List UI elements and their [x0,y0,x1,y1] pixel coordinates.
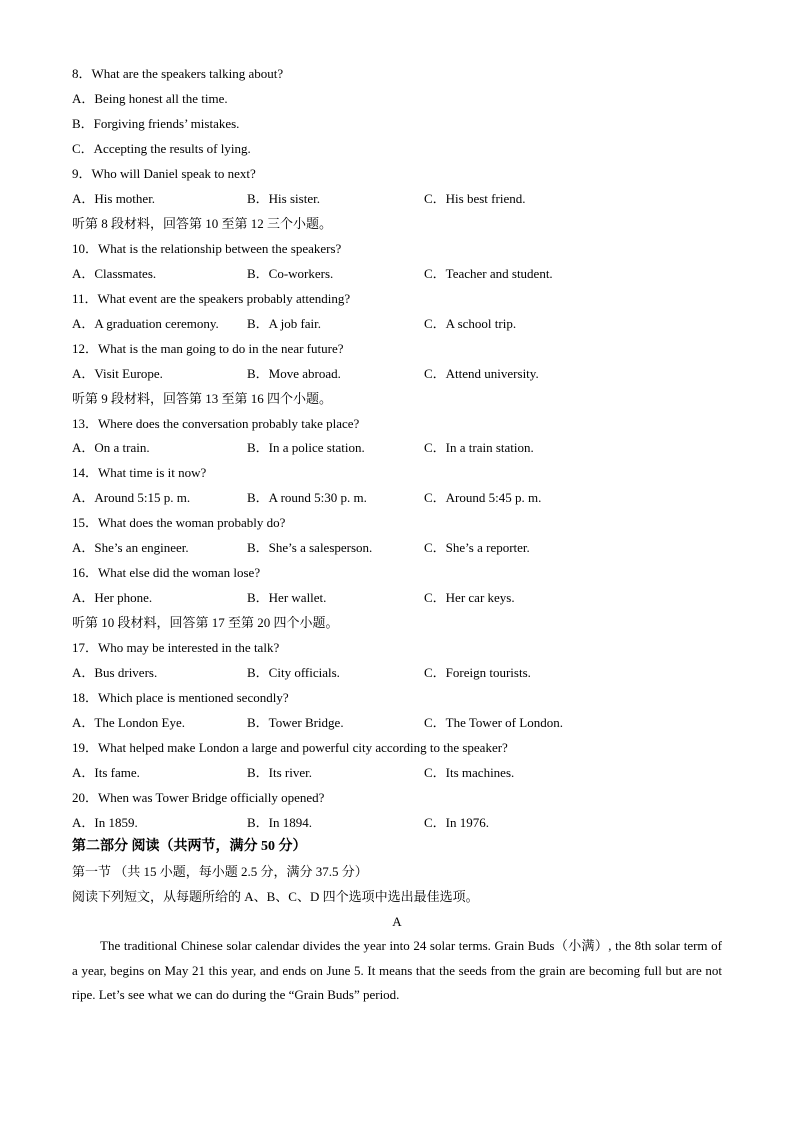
question-20-option-c: C．In 1976. [424,815,490,830]
question-15-option-c: C．She’s a reporter. [424,540,530,555]
question-16-option-b: B．Her wallet. [247,590,327,605]
section-instruction-10: 听第 10 段材料，回答第 17 至第 20 四个小题。 [72,615,339,630]
question-13-option-b: B．In a police station. [247,440,365,455]
question-8-option-c: C．Accepting the results of lying. [72,141,251,156]
question-20-option-b: B．In 1894. [247,815,313,830]
question-9-stem: 9．Who will Daniel speak to next? [72,166,256,181]
question-16-stem: 16．What else did the woman lose? [72,565,261,580]
question-17-option-c: C．Foreign tourists. [424,665,531,680]
section-instruction-8: 听第 8 段材料，回答第 10 至第 12 三个小题。 [72,216,333,231]
question-14-option-c: C．Around 5:45 p. m. [424,490,542,505]
question-20-stem: 20．When was Tower Bridge officially opened? [72,790,325,805]
reading-instruction: 阅读下列短文，从每题所给的 A、B、C、D 四个选项中选出最佳选项。 [72,889,479,904]
question-8-option-b: B．Forgiving friends’ mistakes. [72,116,240,131]
question-13-stem: 13．Where does the conversation probably take place? [72,416,360,431]
question-11-option-a: A．A graduation ceremony. [72,316,219,331]
question-15-stem: 15．What does the woman probably do? [72,515,286,530]
question-15-option-b: B．She’s a salesperson. [247,540,373,555]
question-18-option-a: A．The London Eye. [72,715,186,730]
question-17-stem: 17．Who may be interested in the talk? [72,640,280,655]
question-9-option-c: C．His best friend. [424,191,526,206]
question-18-option-b: B．Tower Bridge. [247,715,344,730]
question-19-stem: 19．What helped make London a large and powerful city according to the speaker? [72,740,508,755]
question-9-option-b: B．His sister. [247,191,320,206]
question-19-option-a: A．Its fame. [72,765,140,780]
question-10-option-a: A．Classmates. [72,266,157,281]
question-8-option-a: A．Being honest all the time. [72,91,228,106]
question-13-option-a: A．On a train. [72,440,150,455]
question-20-option-a: A．In 1859. [72,815,138,830]
section-1-title: 第一节 （共 15 小题，每小题 2.5 分，满分 37.5 分） [72,864,368,879]
question-17-option-a: A．Bus drivers. [72,665,158,680]
question-9-option-a: A．His mother. [72,191,156,206]
question-10-option-b: B．Co-workers. [247,266,334,281]
passage-a-paragraph: The traditional Chinese solar calendar divides the year into 24 solar terms. Grain Buds（小满）, the 8th solar term of a year, begins on May 21 this year, and ends on June 5. It means that the seeds from the grain are becoming full but are not ripe. Let’s see what we can do during the “Grain Buds” period. [72,938,722,1003]
section-instruction-9: 听第 9 段材料，回答第 13 至第 16 四个小题。 [72,391,333,406]
question-11-stem: 11．What event are the speakers probably attending? [72,291,351,306]
question-12-option-a: A．Visit Europe. [72,366,163,381]
question-10-option-c: C．Teacher and student. [424,266,553,281]
question-12-option-c: C．Attend university. [424,366,539,381]
question-19-option-c: C．Its machines. [424,765,515,780]
question-14-option-a: A．Around 5:15 p. m. [72,490,191,505]
question-10-stem: 10．What is the relationship between the speakers? [72,241,342,256]
question-15-option-a: A．She’s an engineer. [72,540,189,555]
question-12-option-b: B．Move abroad. [247,366,341,381]
question-19-option-b: B．Its river. [247,765,312,780]
question-17-option-b: B．City officials. [247,665,340,680]
question-11-option-b: B．A job fair. [247,316,322,331]
question-14-option-b: B．A round 5:30 p. m. [247,490,367,505]
question-11-option-c: C．A school trip. [424,316,517,331]
question-13-option-c: C．In a train station. [424,440,534,455]
question-14-stem: 14．What time is it now? [72,465,207,480]
question-12-stem: 12．What is the man going to do in the near future? [72,341,344,356]
question-16-option-a: A．Her phone. [72,590,153,605]
question-16-option-c: C．Her car keys. [424,590,515,605]
part-2-title: 第二部分 阅读（共两节，满分 50 分） [72,839,307,854]
passage-letter: A [392,914,402,929]
question-18-option-c: C．The Tower of London. [424,715,563,730]
question-8-stem: 8．What are the speakers talking about? [72,66,284,81]
question-18-stem: 18．Which place is mentioned secondly? [72,690,289,705]
